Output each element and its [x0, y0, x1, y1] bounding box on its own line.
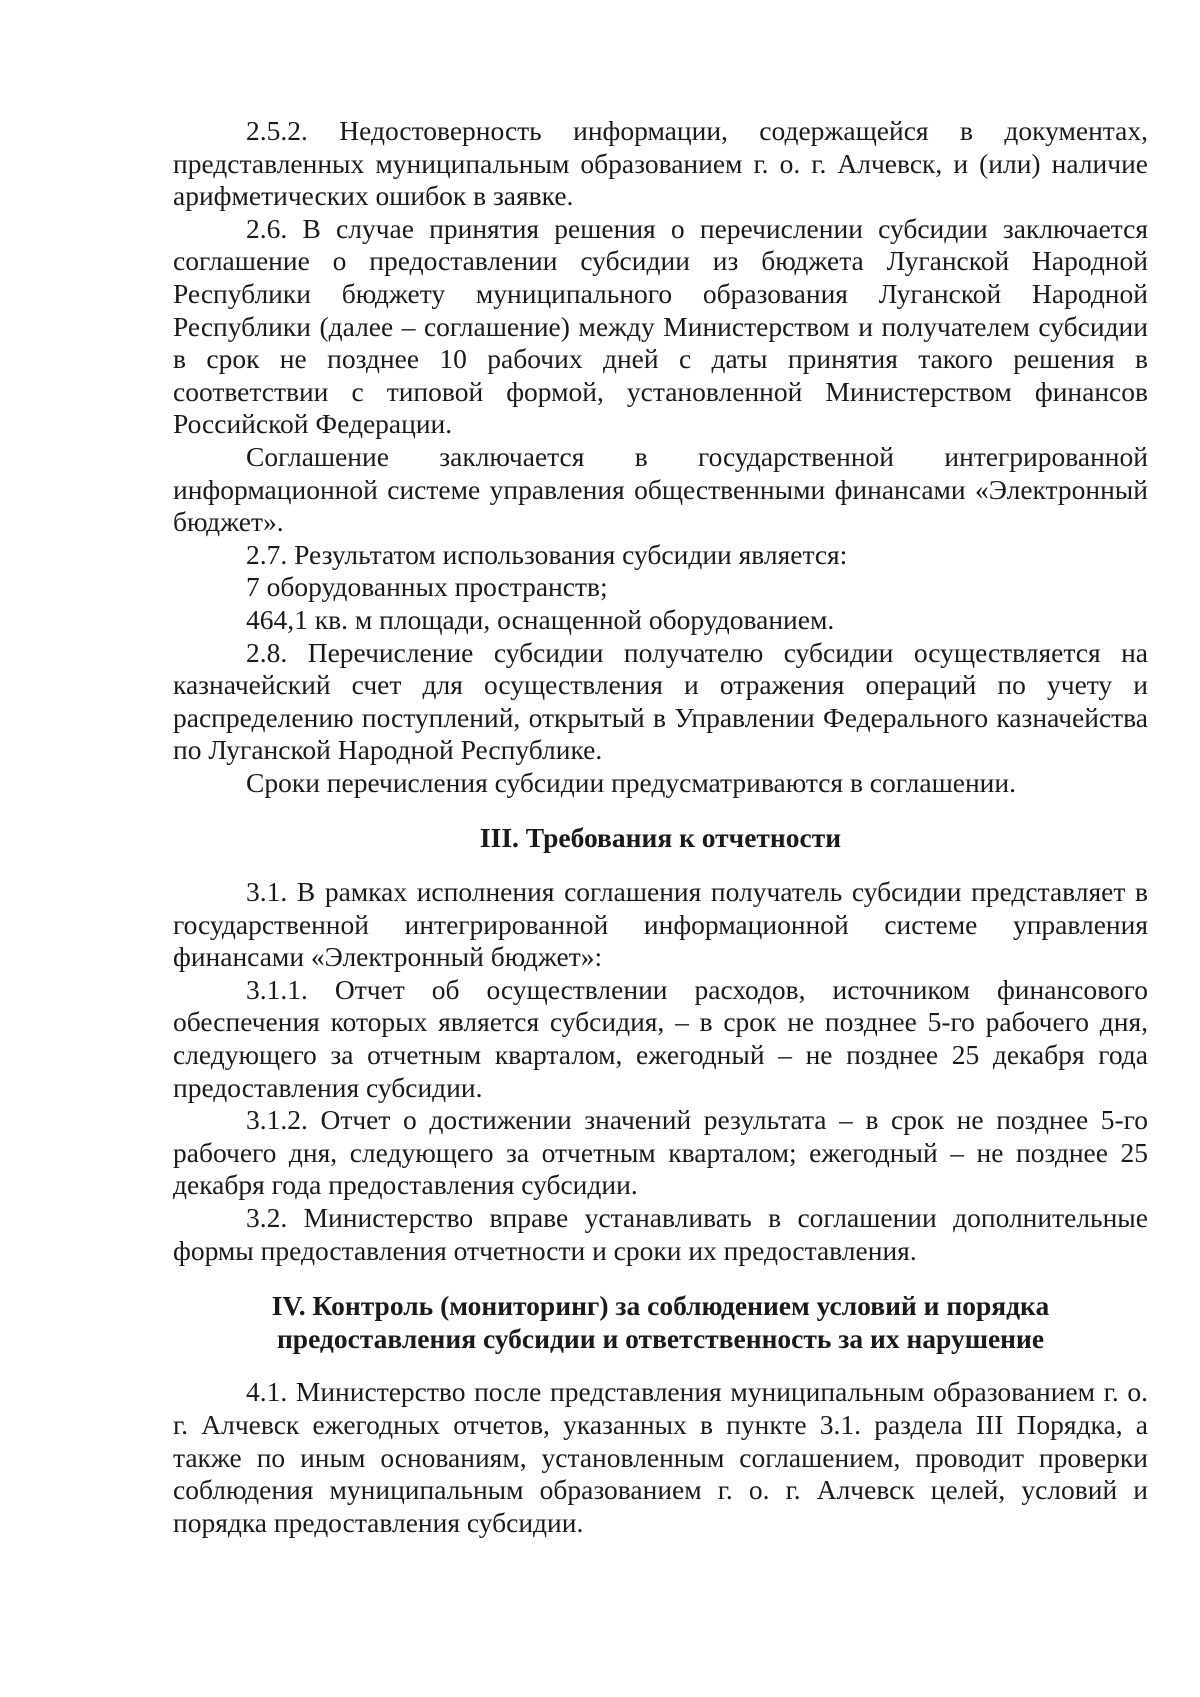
paragraph-2-6: 2.6. В случае принятия решения о перечислении субсидии заключается соглашение о предоставлении субсидии из бюджета Луганской Народной Республики бюджету муниципального образования Луганской Народной Республики (далее – соглашение) между Министерством и получателем субсидии в срок не позднее 10 рабочих дней с даты принятия такого решения в соответствии с типовой формой, установленной Министерством финансов Российской Федерации. [173, 212, 1148, 440]
paragraph-2-5-2: 2.5.2. Недостоверность информации, содержащейся в документах, представленных муниципальным образованием г. о. г. Алчевск, и (или) наличие арифметических ошибок в заявке. [173, 115, 1148, 212]
section-4-heading-line2: предоставления субсидии и ответственность за их нарушение [276, 1322, 1045, 1354]
paragraph-transfer-terms: Сроки перечисления субсидии предусматриваются в соглашении. [246, 766, 1016, 798]
document-body [173, 115, 1148, 1539]
paragraph-3-2: 3.2. Министерство вправе устанавливать в соглашении дополнительные формы предоставления отчетности и сроки их предоставления. [173, 1202, 1148, 1266]
section-4-heading [173, 1267, 1148, 1376]
paragraph-2-8: 2.8. Перечисление субсидии получателю субсидии осуществляется на казначейский счет для осуществления и отражения операций по учету и распределению поступлений, открытый в Управлении Федерального казначейства по Луганской Народной Республике. [173, 636, 1148, 766]
result-item-spaces: 7 оборудованных пространств; [246, 571, 608, 603]
section-3-heading: III. Требования к отчетности [479, 822, 842, 854]
paragraph-3-1: 3.1. В рамках исполнения соглашения получатель субсидии представляет в государственной интегрированной информационной системе управления финансами «Электронный бюджет»: [173, 876, 1148, 973]
paragraph-agreement-system: Соглашение заключается в государственной интегрированной информационной системе управления общественными финансами «Электронный бюджет». [173, 440, 1148, 538]
result-item-area: 464,1 кв. м площади, оснащенной оборудованием. [246, 603, 835, 635]
paragraph-4-1: 4.1. Министерство после представления муниципальным образованием г. о. г. Алчевск ежегодных отчетов, указанных в пункте 3.1. раздела III Порядка, а также по иным основаниям, установленным соглашением, проводит проверки соблюдения муниципальным образованием г. о. г. Алчевск целей, условий и порядка предоставления субсидии. [173, 1376, 1148, 1538]
paragraph-3-1-1: 3.1.1. Отчет об осуществлении расходов, источником финансового обеспечения которых является субсидия, – в срок не позднее 5-го рабочего дня, следующего за отчетным кварталом, ежегодный – не позднее 25 декабря года предоставления субсидии. [173, 973, 1148, 1103]
paragraph-2-7: 2.7. Результатом использования субсидии является: [246, 538, 848, 570]
section-4-heading-line1: IV. Контроль (мониторинг) за соблюдением условий и порядка [271, 1290, 1050, 1322]
paragraph-3-1-2: 3.1.2. Отчет о достижении значений результата – в срок не позднее 5-го рабочего дня, следующего за отчетным кварталом; ежегодный – не позднее 25 декабря года предоставления субсидии. [173, 1104, 1148, 1201]
